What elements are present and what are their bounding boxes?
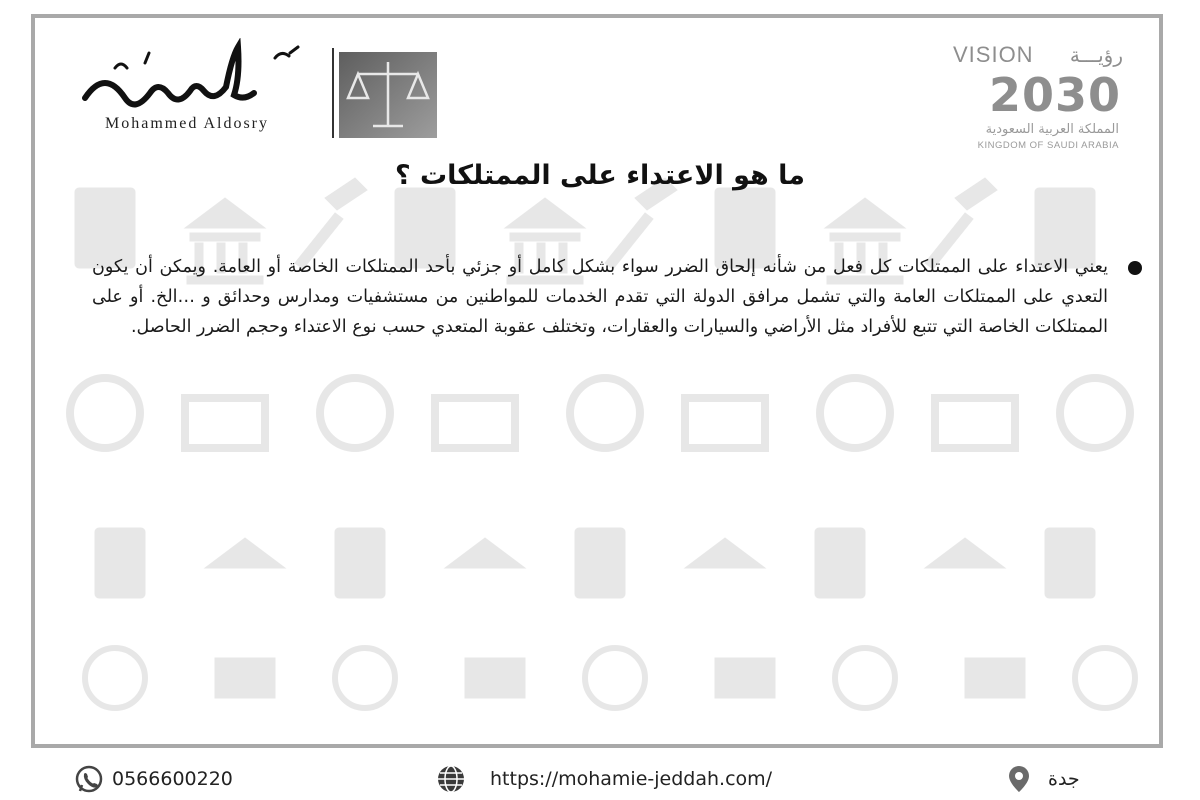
vision-country-ar: المملكة العربية السعودية <box>985 122 1119 137</box>
vision-year: 2030 <box>988 68 1121 122</box>
page-title: ما هو الاعتداء على الممتلكات ؟ <box>394 160 806 191</box>
brand-logo <box>75 38 445 142</box>
content-frame <box>31 14 1163 748</box>
bullet-icon <box>1128 261 1142 275</box>
brand-latin-name: Mohammed Aldosry <box>105 115 269 132</box>
location-pin-icon <box>1004 764 1034 794</box>
vision-country-en: KINGDOM OF SAUDI ARABIA <box>977 140 1119 151</box>
paragraph-text: يعني الاعتداء على الممتلكات كل فعل من شأنه إلحاق الضرر سواء بشكل كامل أو جزئي بأحد الممتلكات الخاصة أو العامة. ويمكن أن يكون التعدي على الممتلكات العامة والتي تشمل مرافق الدولة التي تقدم الخدمات للمواطنين من مستشفيات ومدارس وحدائق و …الخ. أو على الممتلكات الخاصة التي تتبع للأفراد مثل الأراضي والسيارات والعقارات، وتختلف عقوبة المتعدي حسب نوع الاعتداء وحجم الضرر الحاصل. <box>92 257 1108 337</box>
phone-number: 0566600220 <box>112 768 233 790</box>
whatsapp-icon <box>74 764 104 794</box>
footer-phone[interactable] <box>74 764 233 794</box>
vision-word-ar: رؤيـــة <box>1069 43 1123 67</box>
footer-location <box>1004 764 1080 794</box>
bullet-paragraph <box>92 252 1142 342</box>
website-url[interactable]: https://mohamie-jeddah.com/ <box>490 768 773 790</box>
city-name: جدة <box>1048 768 1080 790</box>
vision-word-en: VISION <box>953 42 1034 67</box>
footer-bar <box>0 752 1200 800</box>
globe-icon <box>436 764 466 794</box>
vision-2030-logo <box>943 36 1123 151</box>
footer-website[interactable] <box>436 764 772 794</box>
